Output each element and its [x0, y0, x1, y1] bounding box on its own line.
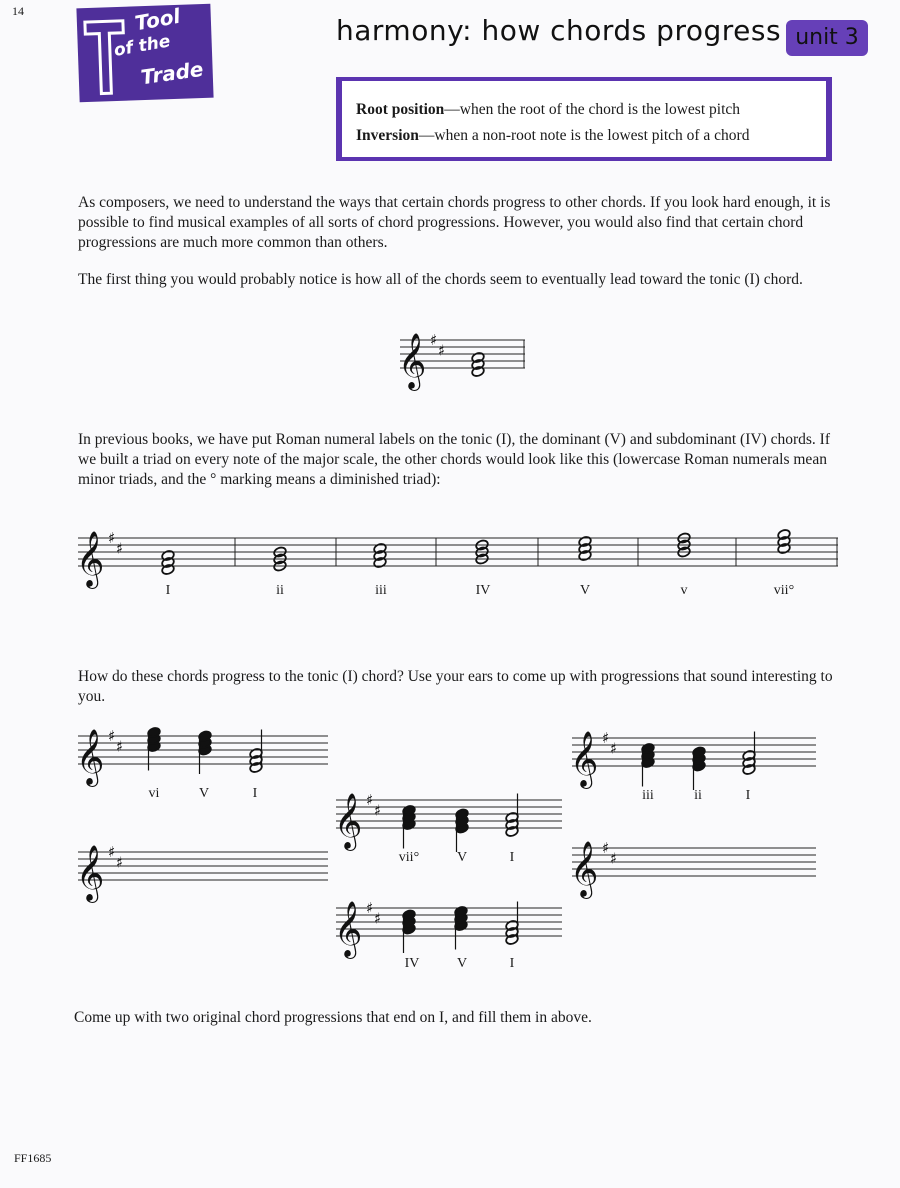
prog-a-label-3: I [252, 786, 258, 801]
sharp-sign-icon: ♯ [366, 899, 374, 917]
scale-label-7: vii° [773, 583, 795, 598]
sharp-sign-icon: ♯ [108, 727, 116, 745]
treble-clef-icon: 𝄞 [76, 729, 105, 785]
sharp-sign-icon: ♯ [108, 529, 116, 547]
tool-of-the-trade-logo [76, 4, 213, 103]
question-paragraph: How do these chords progress to the tonic (I) chord? Use your ears to come up with progressions that sound interesting to you. [78, 668, 833, 705]
sharp-sign-icon: ♯ [430, 331, 438, 349]
roman-numeral-paragraph: In previous books, we have put Roman numeral labels on the tonic (I), the dominant (V) and subdominant (IV) chords. If we built a triad on every note of the major scale, the other chords would look like this (lowercase Roman numerals mean minor triads, and the ° marking means a diminished triad): [78, 431, 830, 488]
treble-clef-icon: 𝄞 [76, 531, 105, 587]
sharp-sign-icon: ♯ [374, 909, 382, 928]
sharp-sign-icon: ♯ [366, 791, 374, 809]
treble-clef-icon: 𝄞 [570, 841, 599, 897]
logo-text-tool: Tool [133, 3, 182, 36]
page-title: harmony: how chords progress [336, 14, 782, 47]
prog-b-label-2: V [456, 850, 468, 865]
prog-d-label-3: I [509, 956, 515, 971]
sharp-sign-icon: ♯ [374, 801, 382, 820]
sharp-sign-icon: ♯ [116, 737, 124, 756]
treble-clef-icon: 𝄞 [570, 731, 599, 787]
footer-code: FF1685 [14, 1151, 52, 1165]
scale-triads-staff [76, 520, 838, 587]
prog-a-label-2: V [198, 786, 210, 801]
progression-iii-ii-i-staff [570, 720, 816, 787]
logo-text-of-the: of the [112, 31, 172, 61]
root-position-text: —when the root of the chord is the lowest pitch [444, 101, 741, 118]
prog-c-label-2: ii [694, 788, 702, 803]
scale-label-2: ii [276, 583, 284, 598]
blank-staff-right [570, 830, 816, 897]
definition-inversion [356, 127, 749, 145]
page-number: 14 [12, 4, 24, 18]
blank-staff-left [76, 834, 328, 901]
root-position-term: Root position [356, 101, 445, 118]
treble-clef-icon: 𝄞 [334, 793, 363, 849]
inversion-term: Inversion [356, 127, 419, 144]
logo-text-trade: Trade [139, 56, 205, 90]
scale-label-1: I [165, 583, 171, 598]
prog-d-label-1: IV [404, 956, 420, 971]
sharp-sign-icon: ♯ [610, 739, 618, 758]
scale-label-4: IV [475, 583, 491, 598]
sharp-sign-icon: ♯ [108, 843, 116, 861]
sharp-sign-icon: ♯ [602, 729, 610, 747]
scale-label-5: V [579, 583, 591, 598]
prog-d-label-2: V [456, 956, 468, 971]
scale-label-3: iii [375, 583, 387, 598]
prog-c-label-1: iii [642, 788, 654, 803]
tonic-paragraph: The first thing you would probably notice is how all of the chords seem to eventually lead toward the tonic (I) chord. [78, 271, 803, 288]
prog-b-label-1: vii° [398, 850, 420, 865]
sharp-sign-icon: ♯ [116, 853, 124, 872]
progression-iv-v-i-staff [334, 890, 562, 957]
intro-paragraph: As composers, we need to understand the ways that certain chords progress to other chords. If you look hard enough, it is possible to find musical examples of all sorts of chord progressions. However, you would also find that certain chord progressions are much more common than others. [78, 194, 831, 251]
closing-instruction: Come up with two original chord progressions that end on I, and fill them in above. [74, 1009, 592, 1026]
progression-viio-v-i-staff [334, 782, 562, 849]
tonic-chord-staff [398, 322, 525, 389]
treble-clef-icon: 𝄞 [398, 333, 427, 389]
prog-a-label-1: vi [148, 786, 160, 801]
sharp-sign-icon: ♯ [610, 849, 618, 868]
scale-label-6: v [680, 583, 688, 598]
sharp-sign-icon: ♯ [116, 539, 124, 558]
prog-c-label-3: I [745, 788, 751, 803]
prog-b-label-3: I [509, 850, 515, 865]
definitions-box [336, 77, 832, 161]
sharp-sign-icon: ♯ [602, 839, 610, 857]
unit-badge: unit 3 [786, 20, 868, 56]
sharp-sign-icon: ♯ [438, 341, 446, 360]
progression-vi-v-i-staff [76, 718, 328, 785]
definition-root-position [356, 101, 740, 119]
treble-clef-icon: 𝄞 [76, 845, 105, 901]
treble-clef-icon: 𝄞 [334, 901, 363, 957]
inversion-text: —when a non-root note is the lowest pitch of a chord [418, 127, 750, 144]
